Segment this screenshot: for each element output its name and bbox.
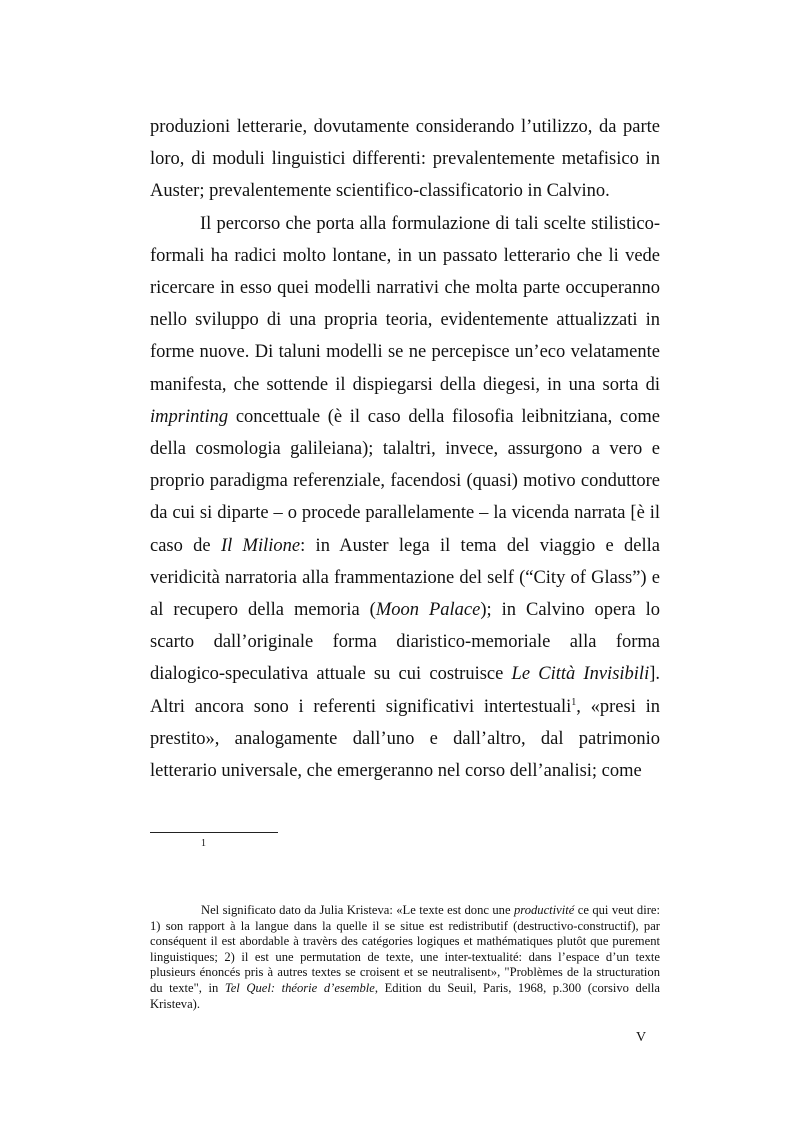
text-run: Nel significato dato da Julia Kristeva: «Le texte est donc une <box>201 903 514 917</box>
text-run: ce qui veut dire: 1) son rapport à la langue dans la quelle il se situe est redistributif (destructivo-constructif), par conséquent il est abordable à travèrs des catégories logiques et mathématiques plutôt que purement linguistiques; 2) il est une permutation de texte, une inter-textualité: dans l’espace d’un texte plusieurs énoncés pris à autres textes se croisent et se neutralisent», "Problèmes de la structuration du texte", in <box>150 903 660 995</box>
italic-moon-palace: Moon Palace <box>375 600 481 621</box>
footnote-paragraph <box>150 903 660 1012</box>
footnote-text <box>150 903 660 1012</box>
footnote-reference: 1 <box>571 696 577 708</box>
footnote-separator <box>150 832 278 833</box>
italic-il-milione: Il Milione <box>220 535 301 556</box>
italic-citta-invisibili: Le Città Invisibili <box>511 664 650 685</box>
paragraph-2 <box>150 208 660 788</box>
page-number: V <box>636 1030 647 1045</box>
text-run: , Edition du Seuil, Paris, 1968, p.300 (corsivo della Kristeva). <box>150 980 661 1011</box>
text-run: : in Auster lega il tema del viaggio e della veridicità narratoria alla frammentazione del self (“City of Glass”) e al recupero della memoria ( <box>150 535 660 621</box>
italic-tel-quel: Tel Quel: théorie d’esemble <box>224 980 375 995</box>
italic-productivite: productivité <box>513 903 575 917</box>
text-run: concettuale (è il caso della filosofia leibnitziana, come della cosmologia galileiana); talaltri, invece, assurgono a vero e proprio paradigma referenziale, facendosi (quasi) motivo conduttore da cui si diparte – o procede parallelamente – la vicenda narrata [è il caso de <box>150 406 660 556</box>
main-text <box>150 111 660 787</box>
paragraph-1: produzioni letterarie, dovutamente considerando l’utilizzo, da parte loro, di moduli linguistici differenti: prevalentemente metafisico in Auster; prevalentemente scientifico-classificatorio in Calvino. <box>150 117 660 202</box>
text-run: ); in Calvino opera lo scarto dall’originale forma diaristico-memoriale alla forma dialogico-speculativa attuale su cui costruisce <box>150 600 661 685</box>
text-run: ]. Altri ancora sono i referenti significativi intertestuali <box>150 664 661 717</box>
italic-imprinting: imprinting <box>150 406 229 427</box>
text-run: , «presi in prestito», analogamente dall’uno e dall’altro, dal patrimonio letterario universale, che emergeranno nel corso dell’analisi; come <box>150 696 660 782</box>
text-run: Il percorso che porta alla formulazione di tali scelte stilistico-formali ha radici molto lontane, in un passato letterario che li vede ricercare in esso quei modelli narrativi che molta parte occuperanno nello sviluppo di una propria teoria, evidentemente attualizzati in forme nuove. Di taluni modelli se ne percepisce un’eco velatamente manifesta, che sottende il dispiegarsi della diegesi, in una sorta di <box>150 213 660 395</box>
footnote-marker: 1 <box>201 838 206 849</box>
